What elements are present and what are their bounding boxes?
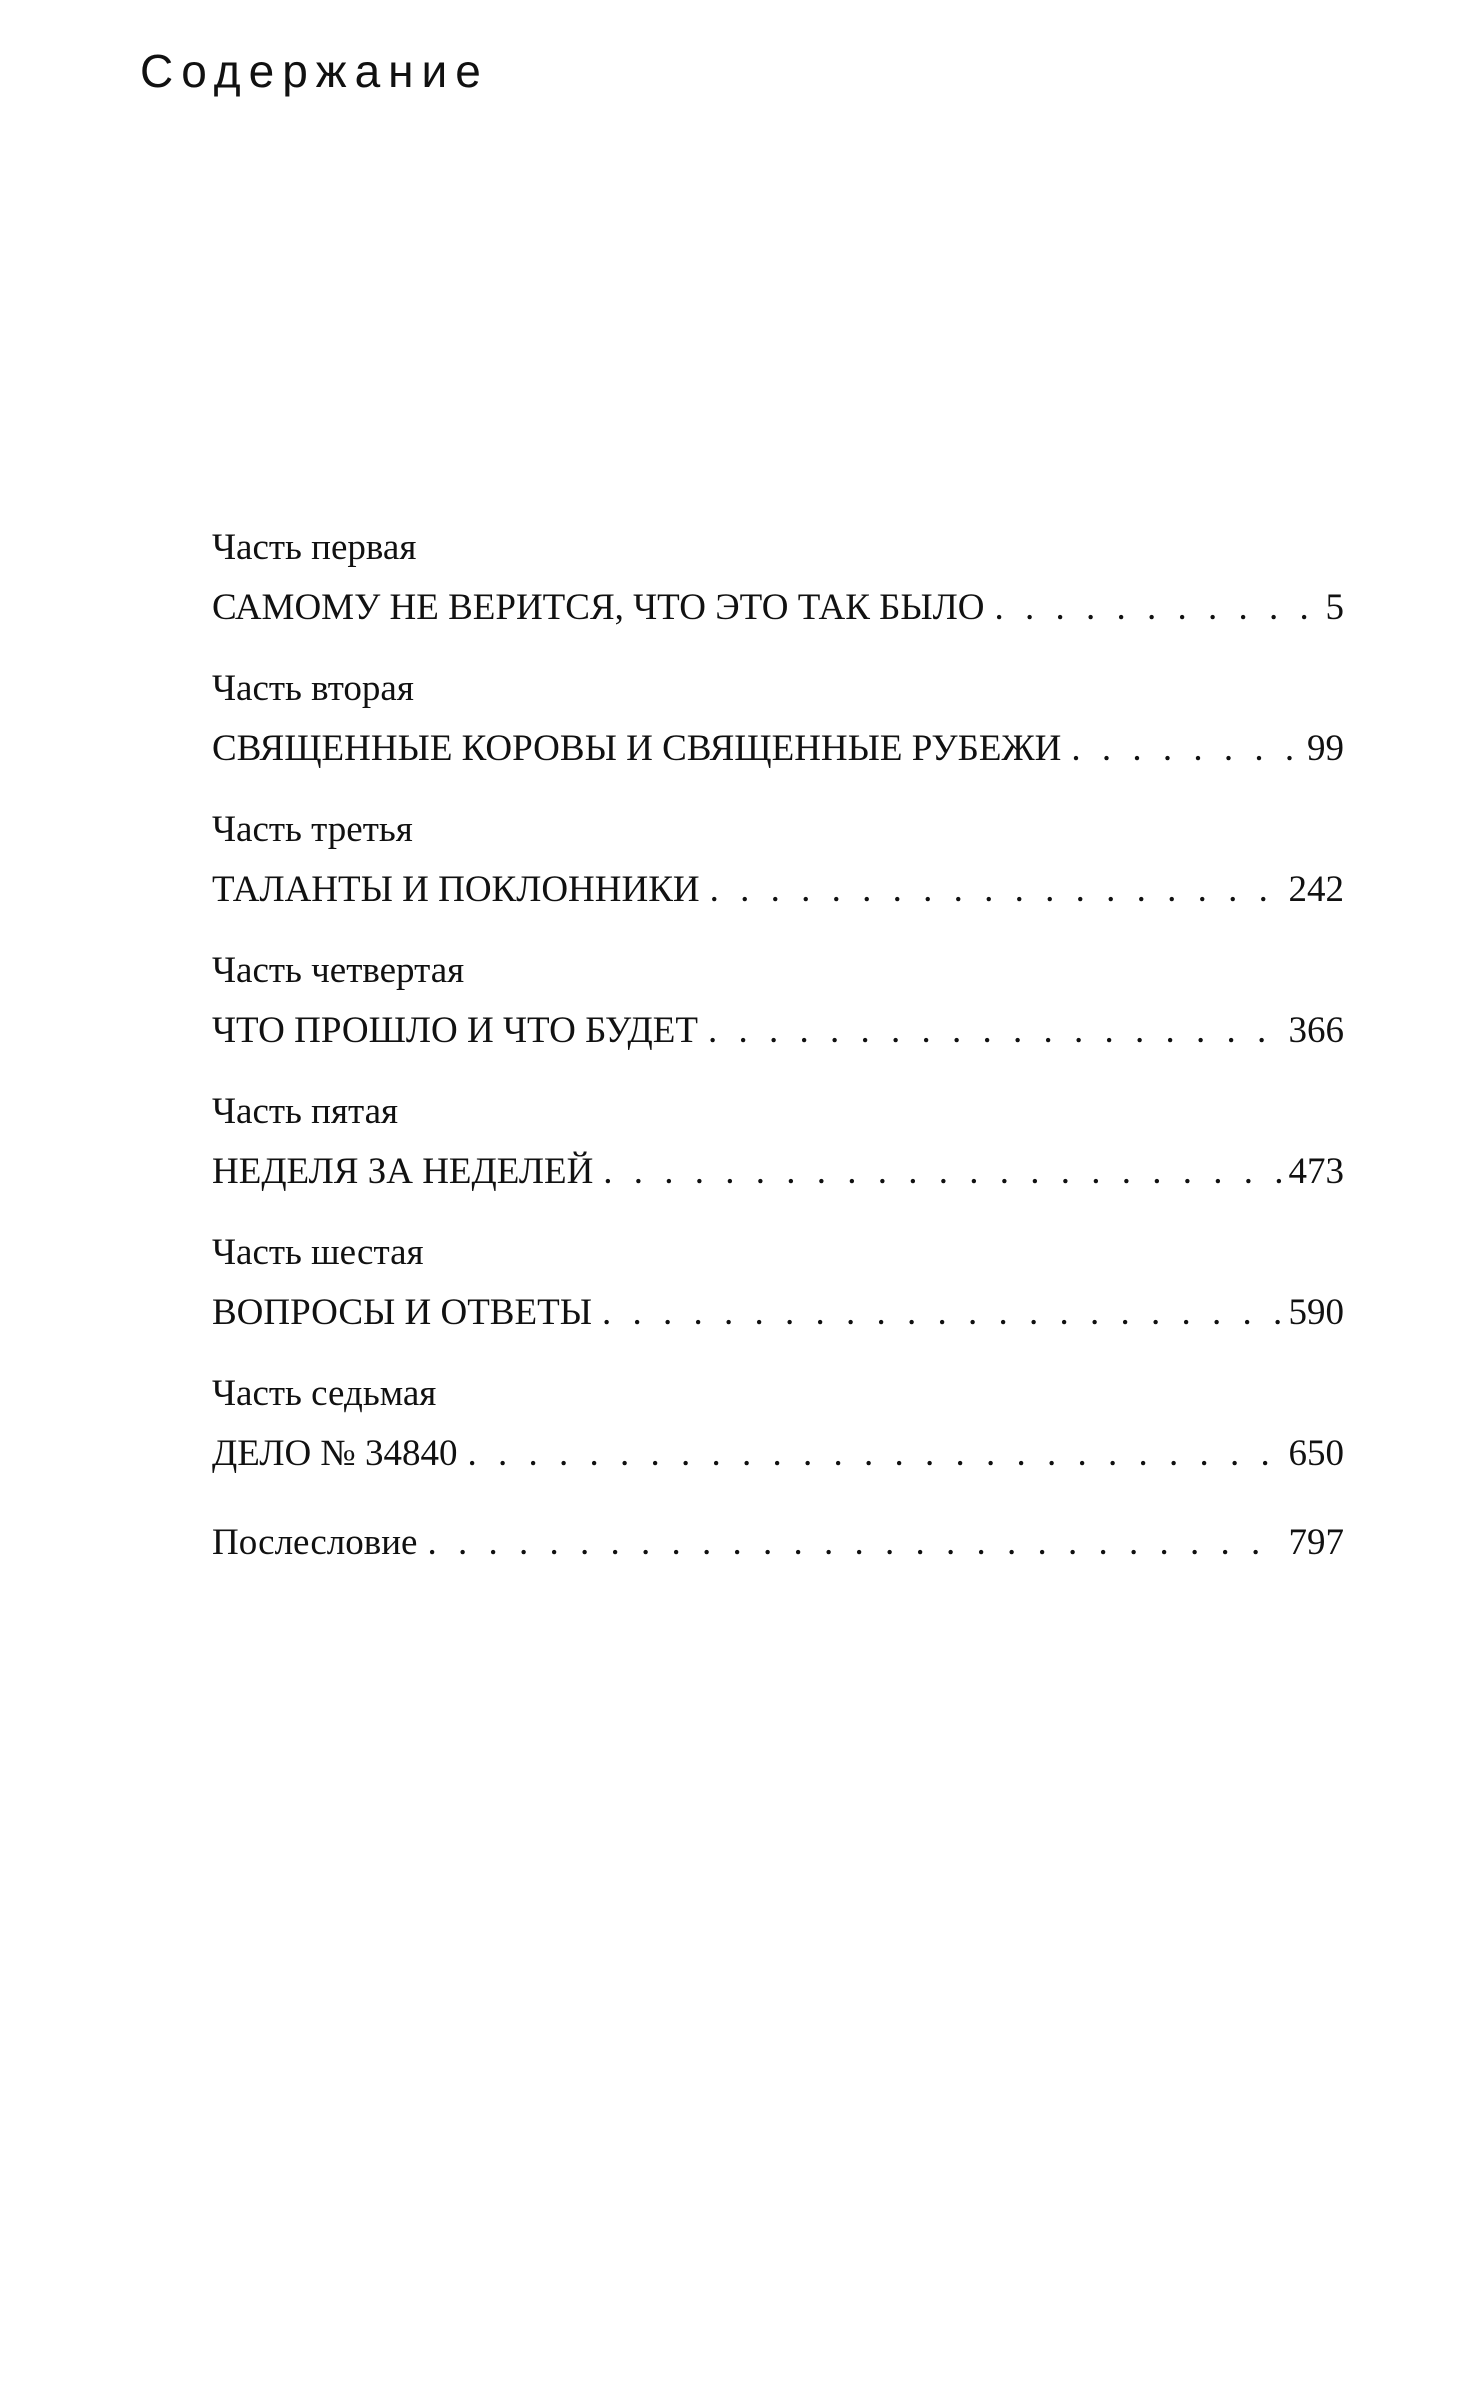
dot-leader (602, 1287, 1283, 1339)
entry-title: ДЕЛО № 34840 (212, 1433, 458, 1474)
part-label: Часть четвертая (212, 950, 465, 991)
page-number: 473 (1288, 1151, 1344, 1192)
toc-epilogue (212, 1509, 1344, 1577)
part-label: Часть пятая (212, 1091, 399, 1132)
toc-part-7 (212, 1368, 1344, 1488)
entry-title: НЕДЕЛЯ ЗА НЕДЕЛЕЙ (212, 1151, 594, 1192)
page-title: Содержание (140, 45, 489, 97)
page-number: 590 (1288, 1292, 1344, 1333)
toc-part-2 (212, 663, 1344, 783)
dot-leader (427, 1517, 1282, 1569)
dot-leader (708, 1005, 1283, 1057)
toc-entry[interactable] (212, 715, 1344, 783)
page-number: 99 (1307, 728, 1344, 769)
entry-title: Послесловие (212, 1522, 418, 1563)
table-of-contents (212, 522, 1344, 1598)
page-number: 797 (1288, 1522, 1344, 1563)
part-label: Часть седьмая (212, 1373, 437, 1414)
entry-title: СВЯЩЕННЫЕ КОРОВЫ И СВЯЩЕННЫЕ РУБЕЖИ (212, 728, 1062, 769)
toc-part-5 (212, 1086, 1344, 1206)
entry-title: ВОПРОСЫ И ОТВЕТЫ (212, 1292, 592, 1333)
entry-title: ЧТО ПРОШЛО И ЧТО БУДЕТ (212, 1010, 698, 1051)
dot-leader (995, 582, 1320, 634)
toc-entry[interactable] (212, 574, 1344, 642)
part-label: Часть вторая (212, 668, 414, 709)
toc-entry[interactable] (212, 1509, 1344, 1577)
page-number: 366 (1288, 1010, 1344, 1051)
part-label: Часть третья (212, 809, 413, 850)
dot-leader (467, 1428, 1282, 1480)
page-number: 242 (1288, 869, 1344, 910)
part-label: Часть шестая (212, 1232, 424, 1273)
toc-part-3 (212, 804, 1344, 924)
entry-title: САМОМУ НЕ ВЕРИТСЯ, ЧТО ЭТО ТАК БЫЛО (212, 587, 985, 628)
toc-part-6 (212, 1227, 1344, 1347)
toc-part-1 (212, 522, 1344, 642)
page-number: 650 (1288, 1433, 1344, 1474)
toc-entry[interactable] (212, 997, 1344, 1065)
dot-leader (1071, 723, 1301, 775)
dot-leader (710, 864, 1283, 916)
toc-entry[interactable] (212, 856, 1344, 924)
toc-entry[interactable] (212, 1279, 1344, 1347)
toc-part-4 (212, 945, 1344, 1065)
toc-entry[interactable] (212, 1420, 1344, 1488)
entry-title: ТАЛАНТЫ И ПОКЛОННИКИ (212, 869, 700, 910)
page-number: 5 (1325, 587, 1344, 628)
toc-entry[interactable] (212, 1138, 1344, 1206)
part-label: Часть первая (212, 527, 417, 568)
dot-leader (603, 1146, 1282, 1198)
